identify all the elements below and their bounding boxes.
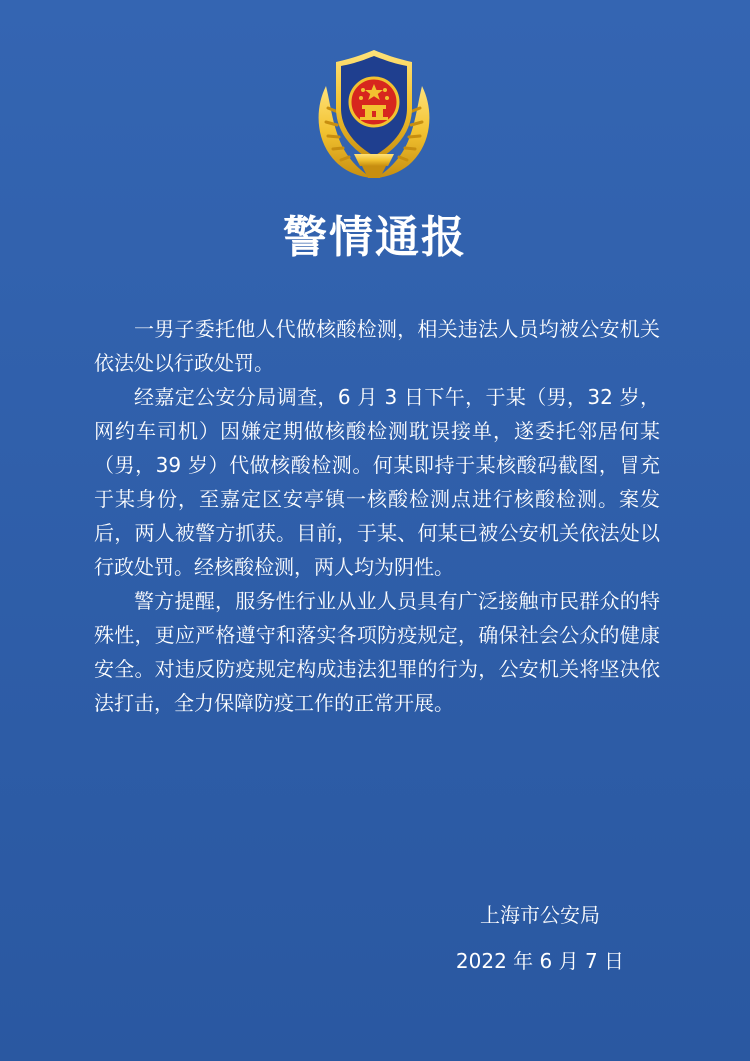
issue-date: 2022 年 6 月 7 日 xyxy=(455,949,625,973)
signature-block xyxy=(430,892,650,984)
paragraph-2: 经嘉定公安分局调查，6 月 3 日下午，于某（男，32 岁，网约车司机）因嫌定期做核酸检测耽误接单，遂委托邻居何某（男，39 岁）代做核酸检测。何某即持于某核酸码截图，冒充于某身份，至嘉定区安亭镇一核酸检测点进行核酸检测。案发后，两人被警方抓获。目前，于某、何某已被公安机关依法处以行政处罚。经核酸检测，两人均为阴性。 xyxy=(94,385,660,579)
page-title: 警情通报 xyxy=(283,212,467,263)
issuer-name: 上海市公安局 xyxy=(480,903,600,927)
paragraph-1: 一男子委托他人代做核酸检测，相关违法人员均被公安机关依法处以行政处罚。 xyxy=(94,317,660,375)
paragraph-3: 警方提醒，服务性行业从业人员具有广泛接触市民群众的特殊性，更应严格遵守和落实各项防疫规定，确保社会公众的健康安全。对违反防疫规定构成违法犯罪的行为，公安机关将坚决依法打击，全力保障防疫工作的正常开展。 xyxy=(94,589,660,715)
notice-body xyxy=(94,312,660,720)
police-emblem-icon xyxy=(306,50,442,188)
